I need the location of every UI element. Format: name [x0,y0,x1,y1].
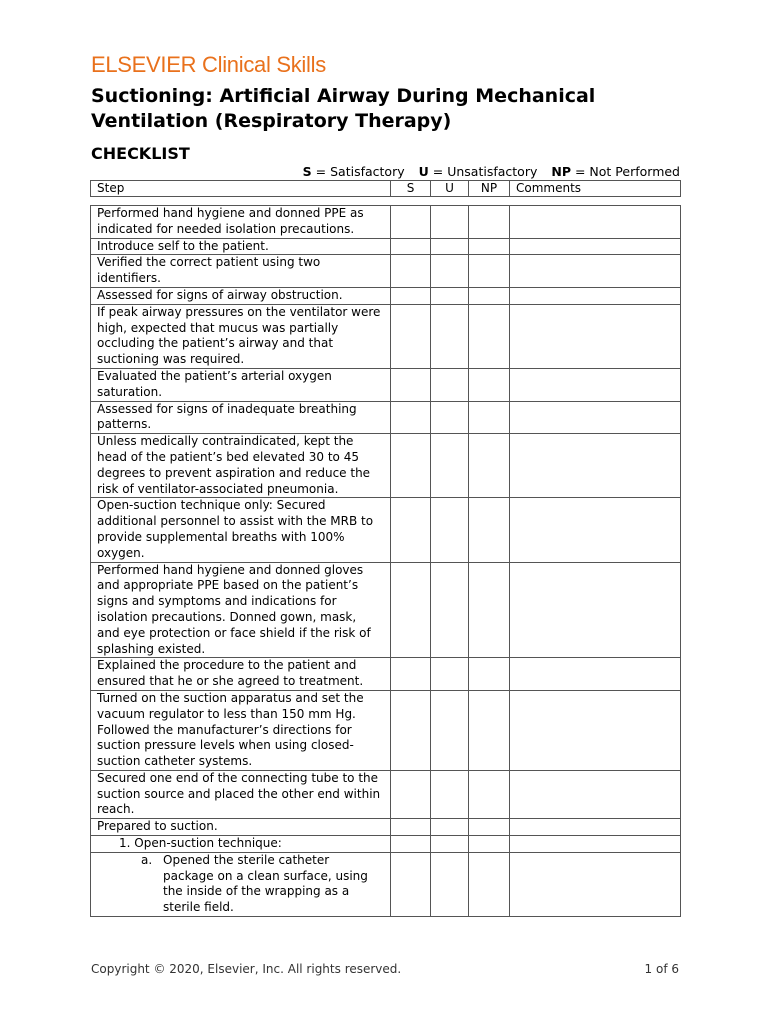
table-row [91,836,681,853]
s-rating-cell[interactable] [391,287,431,304]
table-row [91,287,681,304]
table-row [91,206,681,239]
sub-step-marker: 1. [119,836,131,851]
u-rating-cell[interactable] [431,287,469,304]
table-row [91,498,681,562]
header-row [91,181,681,197]
u-rating-cell[interactable] [431,206,469,239]
step-cell: Turned on the suction apparatus and set the vacuum regulator to less than 150 mm Hg. Followed the manufacturer’s directions for suction pressure levels when using closed-suction catheter systems. [91,690,391,770]
s-rating-cell[interactable] [391,368,431,401]
np-rating-cell[interactable] [469,819,510,836]
comments-cell[interactable] [510,434,681,498]
s-rating-cell[interactable] [391,255,431,288]
s-rating-cell[interactable] [391,658,431,691]
copyright-text: Copyright © 2020, Elsevier, Inc. All rights reserved. [91,962,402,976]
s-rating-cell[interactable] [391,690,431,770]
comments-cell[interactable] [510,819,681,836]
step-cell [91,852,391,916]
table-row [91,368,681,401]
table-row [91,238,681,255]
s-rating-cell[interactable] [391,562,431,658]
np-rating-cell[interactable] [469,255,510,288]
s-rating-cell[interactable] [391,401,431,434]
u-rating-cell[interactable] [431,658,469,691]
rating-legend [303,164,680,179]
comments-cell[interactable] [510,498,681,562]
np-rating-cell[interactable] [469,304,510,368]
step-cell: Open-suction technique only: Secured additional personnel to assist with the MRB to provide supplemental breaths with 100% oxygen. [91,498,391,562]
np-rating-cell[interactable] [469,498,510,562]
section-heading: CHECKLIST [91,144,190,163]
table-row [91,770,681,818]
table-row [91,819,681,836]
step-cell: Verified the correct patient using two identifiers. [91,255,391,288]
comments-cell[interactable] [510,690,681,770]
step-cell: Assessed for signs of inadequate breathing patterns. [91,401,391,434]
comments-cell[interactable] [510,255,681,288]
header-comments: Comments [510,181,681,197]
sub-sub-step-marker: a. [141,852,153,867]
comments-cell[interactable] [510,304,681,368]
u-rating-cell[interactable] [431,836,469,853]
np-rating-cell[interactable] [469,368,510,401]
table-row [91,304,681,368]
table-row [91,401,681,434]
page-footer [91,962,679,976]
sub-sub-step [97,853,382,916]
step-cell: If peak airway pressures on the ventilator were high, expected that mucus was partially occluding the patient’s airway and that suctioning was required. [91,304,391,368]
comments-cell[interactable] [510,401,681,434]
u-rating-cell[interactable] [431,304,469,368]
np-rating-cell[interactable] [469,658,510,691]
sub-step [97,836,382,852]
header-np: NP [469,181,510,197]
s-rating-cell[interactable] [391,770,431,818]
step-cell: Performed hand hygiene and donned PPE as indicated for needed isolation precautions. [91,206,391,239]
step-cell: Explained the procedure to the patient and ensured that he or she agreed to treatment. [91,658,391,691]
np-rating-cell[interactable] [469,690,510,770]
page-title: Suctioning: Artificial Airway During Mechanical Ventilation (Respiratory Therapy) [91,85,596,132]
brand-product: Clinical Skills [202,52,326,77]
u-rating-cell[interactable] [431,434,469,498]
s-rating-cell[interactable] [391,819,431,836]
step-cell: Secured one end of the connecting tube to the suction source and placed the other end within reach. [91,770,391,818]
brand-publisher: ELSEVIER [91,52,197,77]
s-rating-cell[interactable] [391,498,431,562]
step-cell: Evaluated the patient’s arterial oxygen saturation. [91,368,391,401]
header-s: S [391,181,431,197]
u-rating-cell[interactable] [431,852,469,916]
np-rating-cell[interactable] [469,770,510,818]
table-row [91,434,681,498]
s-rating-cell[interactable] [391,304,431,368]
np-rating-cell[interactable] [469,287,510,304]
s-rating-cell[interactable] [391,238,431,255]
s-rating-cell[interactable] [391,434,431,498]
header-step: Step [91,181,391,197]
np-rating-cell[interactable] [469,238,510,255]
step-cell [91,836,391,853]
table-row [91,852,681,916]
table-row [91,255,681,288]
table-row [91,690,681,770]
comments-cell[interactable] [510,368,681,401]
comments-cell[interactable] [510,238,681,255]
legend-s-text: = Satisfactory [315,164,405,179]
brand-logo [91,52,326,78]
u-rating-cell[interactable] [431,690,469,770]
comments-cell[interactable] [510,852,681,916]
step-cell: Performed hand hygiene and donned gloves and appropriate PPE based on the patient’s signs and symptoms and indications for isolation precautions. Donned gown, mask, and eye protection or face shield if the risk of splashing existed. [91,562,391,658]
comments-cell[interactable] [510,287,681,304]
step-cell: Prepared to suction. [91,819,391,836]
u-rating-cell[interactable] [431,255,469,288]
u-rating-cell[interactable] [431,562,469,658]
np-rating-cell[interactable] [469,836,510,853]
comments-cell[interactable] [510,562,681,658]
legend-u-key: U [418,164,429,179]
u-rating-cell[interactable] [431,498,469,562]
np-rating-cell[interactable] [469,434,510,498]
np-rating-cell[interactable] [469,401,510,434]
checklist-header [90,180,681,197]
step-cell: Assessed for signs of airway obstruction. [91,287,391,304]
sub-step-text: Open-suction technique: [134,836,282,851]
u-rating-cell[interactable] [431,401,469,434]
u-rating-cell[interactable] [431,819,469,836]
comments-cell[interactable] [510,770,681,818]
legend-np-key: NP [551,164,571,179]
header-u: U [431,181,469,197]
u-rating-cell[interactable] [431,770,469,818]
step-cell: Introduce self to the patient. [91,238,391,255]
comments-cell[interactable] [510,658,681,691]
page-number: 1 of 6 [644,962,679,976]
checklist-table [90,205,681,917]
s-rating-cell[interactable] [391,852,431,916]
comments-cell[interactable] [510,206,681,239]
sub-sub-step-text: Opened the sterile catheter package on a clean surface, using the inside of the wrapping as a sterile field. [163,852,368,915]
step-cell: Unless medically contraindicated, kept the head of the patient’s bed elevated 30 to 45 degrees to prevent aspiration and reduce the risk of ventilator-associated pneumonia. [91,434,391,498]
s-rating-cell[interactable] [391,836,431,853]
np-rating-cell[interactable] [469,206,510,239]
np-rating-cell[interactable] [469,562,510,658]
legend-np-text: = Not Performed [574,164,680,179]
s-rating-cell[interactable] [391,206,431,239]
comments-cell[interactable] [510,836,681,853]
table-row [91,658,681,691]
legend-u-text: = Unsatisfactory [432,164,538,179]
u-rating-cell[interactable] [431,238,469,255]
legend-s-key: S [302,164,312,179]
table-row [91,562,681,658]
np-rating-cell[interactable] [469,852,510,916]
u-rating-cell[interactable] [431,368,469,401]
